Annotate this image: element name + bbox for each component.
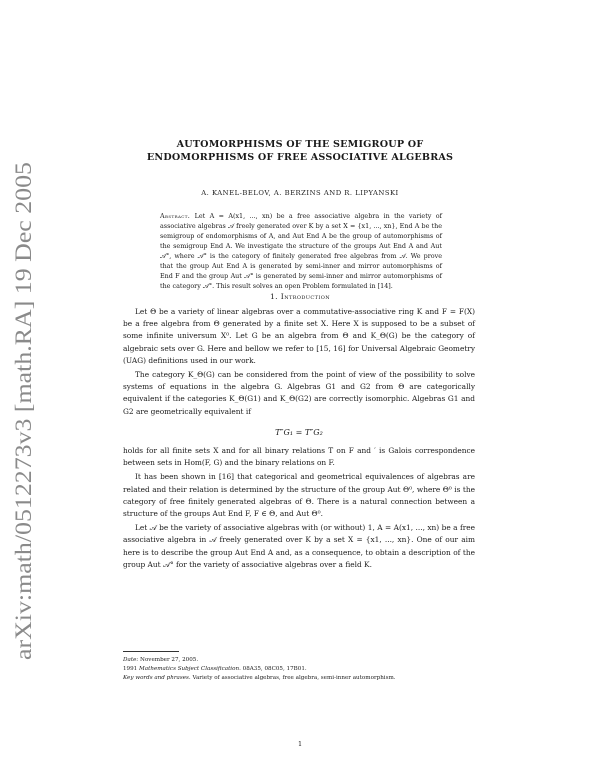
keywords-label: Key words and phrases. [123, 674, 191, 681]
authors: A. KANEL-BELOV, A. BERZINS AND R. LIPYANSKI [201, 189, 399, 197]
date-label: Date: [123, 657, 139, 663]
footnotes [123, 656, 483, 682]
paragraph-3: holds for all finite sets X and for all binary relations T on F and ′ is Galois correspondence between sets in Hom(F, G) and the binary relations on F. [123, 446, 475, 468]
paragraph-1: Let Θ be a variety of linear algebras over a commutative-associative ring K and F = F(X) be a free algebra from Θ generated by a finite set X. Here X is supposed to be a subset of some infinite universum X⁰. Let G be an algebra from Θ and K_Θ(G) be the category of algebraic sets over G. Here and bellow we refer to [15, 16] for Universal Algebraic Geometry (UAG) definitions used in our work. [123, 307, 475, 365]
body-text [123, 306, 475, 573]
msc-value: 08A35, 08C05, 17B01. [242, 665, 307, 672]
title-line-2: ENDOMORPHISMS OF FREE ASSOCIATIVE ALGEBRAS [146, 152, 454, 163]
page-number: 1 [297, 740, 303, 748]
paragraph-2: The category K_Θ(G) can be considered from the point of view of the possibility to solve systems of equations in the algebra G. Algebras G1 and G2 from Θ are categorically equivalent if the categories K_Θ(G1) and K_Θ(G2) are correctly isomorphic. Algebras G1 and G2 are geometrically equivalent if [123, 370, 475, 416]
display-equation: T″G₁ = T″G₂ [275, 427, 323, 437]
section-heading: 1. Introduction [269, 292, 331, 301]
date-value: November 27, 2005. [140, 657, 199, 663]
abstract-text: Let A = A(x1, ..., xn) be a free associative algebra in the variety of associative algebras 𝒜 freely generated over K by a set X = {x1, ..., xn}, End A be the semigroup of endomorphisms of A, and Aut End A be the group of automorphisms of the semigroup End A. We investigate the structure of the groups Aut End A and Aut 𝒜°, where 𝒜° is the category of finitely generated free algebras from 𝒜. We prove that the group Aut End A is generated by semi-inner and mirror automorphisms of End F and the group Aut 𝒜° is generated by semi-inner and mirror automorphisms of the category 𝒜°. This result solves an open Problem formulated in [14]. [160, 212, 442, 290]
footnote-keywords [123, 674, 483, 683]
abstract-label: Abstract. [160, 212, 191, 220]
footnote-date [123, 656, 483, 665]
paragraph-5: Let 𝒜 be the variety of associative algebras with (or without) 1, A = A(x1, ..., xn) be a free associative algebra in 𝒜 freely generated over K by a set X = {x1, ..., xn}. One of our aim here is to describe the group Aut End A and, as a consequence, to obtain a description of the group Aut 𝒜° for the variety of associative algebras over a field K. [123, 523, 475, 569]
msc-prefix: 1991 [123, 665, 138, 672]
footnote-msc [123, 665, 483, 674]
msc-label: Mathematics Subject Classification. [139, 665, 241, 672]
paper-title [100, 138, 500, 164]
paragraph-4: It has been shown in [16] that categorical and geometrical equivalences of algebras are related and their relation is determined by the structure of the group Aut Θ⁰, where Θ⁰ is the category of free finitely generated algebras of Θ. There is a natural connection between a structure of the groups Aut End F, F ∈ Θ, and Aut Θ⁰. [123, 472, 475, 519]
abstract [160, 211, 442, 291]
title-line-1: AUTOMORPHISMS OF THE SEMIGROUP OF [176, 139, 424, 150]
keywords-value: Variety of associative algebras, free algebra, semi-inner automorphism. [192, 674, 396, 681]
footnote-rule [123, 651, 179, 652]
arxiv-identifier: arXiv:math/0512273v3 [math.RA] 19 Dec 2005 [11, 217, 36, 660]
